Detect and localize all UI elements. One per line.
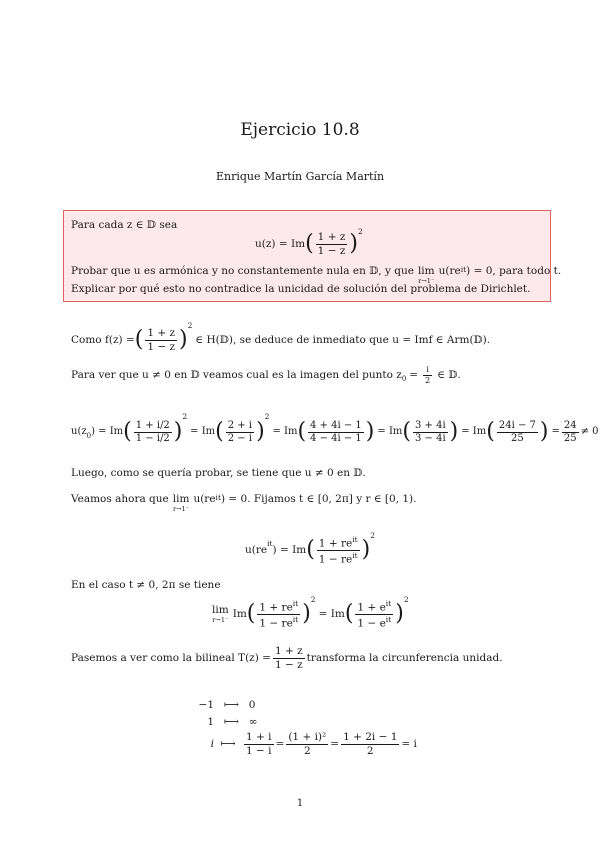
limit-subscript: r→1⁻ bbox=[418, 276, 435, 285]
map-arrow: ⟼ bbox=[220, 737, 236, 750]
map3-f1-num: 1 + i bbox=[246, 731, 272, 743]
limit-subscript: r→1⁻ bbox=[173, 504, 190, 513]
eq1-im: = Im bbox=[377, 426, 403, 437]
eq2-num-text: 1 + re bbox=[318, 537, 353, 549]
eq3-exp: 2 bbox=[403, 595, 409, 604]
eq3-f1-num-exp: it bbox=[292, 598, 299, 608]
paragraph-3: Luego, como se quería probar, se tiene que u ≠ 0 en 𝔻. bbox=[71, 467, 366, 479]
map-row-1 bbox=[196, 700, 255, 711]
document-title: Ejercicio 10.8 bbox=[240, 120, 360, 140]
eq1-lhs-sub: 0 bbox=[86, 432, 92, 440]
eq3-f1-den-exp: it bbox=[292, 614, 299, 624]
p6-fraction bbox=[273, 646, 305, 670]
map3-frac-3 bbox=[341, 732, 399, 756]
paren-right: ) bbox=[365, 419, 375, 444]
eq1-f4-num: 3 + 4i bbox=[414, 419, 446, 431]
eq1-exp: 2 bbox=[182, 412, 188, 421]
p4-func: u(re bbox=[193, 493, 216, 505]
p1-fraction bbox=[145, 328, 177, 352]
eq2-exp: 2 bbox=[370, 531, 375, 540]
p2-text-a: Para ver que u ≠ 0 en 𝔻 veamos cual es la imagen del punto z bbox=[71, 368, 402, 381]
page-number: 1 bbox=[296, 798, 304, 809]
paren-left: ( bbox=[134, 327, 144, 352]
equation-3 bbox=[212, 594, 409, 634]
eq1-f1-num: 1 + i/2 bbox=[135, 419, 170, 431]
box-equation bbox=[255, 226, 363, 262]
eq1-f5-den: 25 bbox=[510, 432, 524, 444]
map-from: −1 bbox=[198, 699, 214, 711]
map-arrow: ⟼ bbox=[223, 716, 239, 728]
paren-right: ) bbox=[361, 537, 371, 562]
eq1-frac-6 bbox=[562, 421, 579, 444]
paren-right: ) bbox=[173, 419, 183, 444]
paren-left: ( bbox=[486, 419, 495, 444]
p6-text-b: transforma la circunferencia unidad. bbox=[306, 651, 503, 664]
limit-label: lim bbox=[172, 493, 190, 505]
eq1-f6-num: 24 bbox=[563, 419, 577, 431]
paren-right: ) bbox=[539, 419, 549, 444]
eq1-lhs: u(z bbox=[71, 426, 87, 437]
eq3-im: Im bbox=[232, 607, 247, 620]
paren-right: ) bbox=[256, 419, 265, 444]
box-line2-end: ) = 0, para todo t. bbox=[466, 265, 562, 277]
p4-text-a: Veamos ahora que bbox=[71, 493, 169, 505]
eq3-f2-num bbox=[355, 600, 393, 615]
map-from: 1 bbox=[207, 716, 214, 728]
eq3-f2-den-text: 1 − e bbox=[357, 617, 386, 629]
paragraph-1 bbox=[71, 320, 490, 360]
p2-den: 2 bbox=[425, 375, 431, 385]
paragraph-4 bbox=[71, 494, 417, 512]
eq2-den-text: 1 − re bbox=[318, 553, 353, 565]
eq1-frac-5 bbox=[497, 421, 538, 444]
eq1-im: = Im bbox=[272, 426, 298, 437]
map3-eq: = bbox=[330, 737, 340, 750]
p1-den: 1 − z bbox=[147, 340, 175, 353]
eq3-f2-den-exp: it bbox=[385, 614, 392, 624]
paren-right: ) bbox=[302, 601, 311, 626]
eq3-mid: = Im bbox=[318, 607, 345, 620]
paren-left: ( bbox=[246, 601, 256, 626]
limit-label: lim bbox=[417, 265, 435, 277]
paren-left: ( bbox=[306, 537, 315, 562]
paragraph-5: En el caso t ≠ 0, 2π se tiene bbox=[71, 579, 221, 591]
map3-f2-den: 2 bbox=[303, 744, 311, 757]
eq2-num bbox=[317, 536, 360, 551]
eq3-exp: 2 bbox=[310, 595, 316, 604]
map3-end: = i bbox=[401, 737, 417, 750]
p2-fraction bbox=[423, 366, 432, 385]
p6-den: 1 − z bbox=[274, 658, 303, 671]
equation-1 bbox=[71, 410, 599, 454]
document-author: Enrique Martín García Martín bbox=[215, 170, 385, 183]
paren-left: ( bbox=[402, 419, 411, 444]
eq1-f4-den: 3 − 4i bbox=[414, 432, 446, 444]
limit-label: lim bbox=[212, 604, 229, 616]
paren-left: ( bbox=[123, 419, 132, 444]
map-to: ∞ bbox=[248, 716, 258, 728]
eq1-end: ≠ 0 bbox=[580, 426, 599, 437]
map3-f3-den: 2 bbox=[366, 744, 374, 757]
eq2-lhs-exp: it bbox=[267, 539, 273, 548]
box-eq-lhs: u(z) = Im bbox=[255, 237, 306, 250]
eq1-frac-2 bbox=[226, 421, 254, 444]
box-eq-num: 1 + z bbox=[317, 231, 346, 243]
eq3-frac-2 bbox=[355, 600, 393, 629]
paren-right: ) bbox=[395, 601, 404, 626]
paren-right: ) bbox=[449, 419, 459, 444]
map3-frac-2 bbox=[286, 732, 328, 756]
eq1-f1-den: 1 − i/2 bbox=[135, 432, 170, 444]
map3-eq: = bbox=[275, 737, 285, 750]
equation-2 bbox=[245, 530, 375, 570]
eq2-fraction bbox=[317, 536, 360, 565]
eq3-f2-num-exp: it bbox=[385, 598, 392, 608]
eq1-f3-num: 4 + 4i − 1 bbox=[310, 419, 362, 431]
eq1-equals: = bbox=[551, 426, 560, 437]
p2-text-c: ∈ 𝔻. bbox=[437, 368, 461, 381]
eq1-f5-num: 24i − 7 bbox=[498, 419, 536, 431]
map-arrow: ⟼ bbox=[223, 699, 239, 711]
paren-left: ( bbox=[297, 419, 307, 444]
box-eq-fraction bbox=[316, 232, 348, 256]
box-line2-text: Probar que u es armónica y no constantemente nula en 𝔻, y que bbox=[71, 265, 414, 277]
eq2-den bbox=[317, 551, 360, 565]
eq1-f3-den: 4 − 4i − 1 bbox=[310, 432, 362, 444]
paren-right: ) bbox=[349, 231, 358, 256]
eq1-im: = Im bbox=[190, 426, 216, 437]
eq1-im: = Im bbox=[461, 426, 487, 437]
p2-eq: = bbox=[409, 368, 419, 381]
box-line2-func: u(re bbox=[438, 265, 461, 277]
box-line2 bbox=[71, 266, 561, 284]
p4-text-c: ) = 0. Fijamos t ∈ [0, 2π] y r ∈ [0, 1). bbox=[220, 493, 417, 505]
paren-left: ( bbox=[215, 419, 224, 444]
eq3-frac-1 bbox=[257, 600, 300, 629]
paren-right: ) bbox=[179, 327, 188, 352]
p2-sub: 0 bbox=[401, 375, 407, 383]
eq1-frac-3 bbox=[308, 421, 364, 444]
p4-limit bbox=[173, 494, 190, 512]
paren-left: ( bbox=[344, 601, 354, 626]
eq2-lhs: u(re bbox=[245, 543, 268, 556]
box-intro: Para cada z ∈ 𝔻 sea bbox=[71, 219, 178, 231]
limit-subscript: r→1⁻ bbox=[212, 615, 229, 624]
p4-exp: it bbox=[215, 493, 221, 502]
box-line2-limit bbox=[418, 266, 435, 284]
eq3-limit bbox=[212, 605, 229, 623]
eq2-num-exp: it bbox=[352, 534, 358, 544]
box-line3: Explicar por qué esto no contradice la unicidad de solución del problema de Dirichlet. bbox=[71, 283, 531, 295]
map-from: i bbox=[210, 737, 214, 750]
p1-text-a: Como f(z) = bbox=[71, 333, 135, 346]
eq1-f6-den: 25 bbox=[563, 432, 577, 444]
eq1-f2-den: 2 − i bbox=[227, 432, 253, 444]
eq3-f2-num-text: 1 + e bbox=[357, 601, 386, 613]
box-line2-exp: it bbox=[460, 265, 467, 274]
paragraph-6 bbox=[71, 642, 503, 674]
eq1-exp: 2 bbox=[264, 412, 270, 421]
p1-num: 1 + z bbox=[147, 327, 175, 339]
box-eq-exponent: 2 bbox=[357, 227, 363, 236]
p6-num: 1 + z bbox=[274, 645, 303, 657]
p1-exp: 2 bbox=[187, 321, 193, 330]
box-eq-den: 1 − z bbox=[317, 244, 346, 257]
eq3-f1-num-text: 1 + re bbox=[259, 601, 293, 613]
eq1-f2-num: 2 + i bbox=[227, 419, 253, 431]
p2-num: i bbox=[423, 366, 432, 376]
map3-f3-num: 1 + 2i − 1 bbox=[343, 731, 398, 743]
eq3-f1-den bbox=[257, 615, 300, 629]
paren-left: ( bbox=[305, 231, 314, 256]
map-row-3 bbox=[196, 728, 417, 760]
eq1-frac-1 bbox=[134, 421, 172, 444]
map3-f1-den: 1 − i bbox=[246, 744, 272, 757]
eq3-f1-den-text: 1 − re bbox=[259, 617, 293, 629]
p6-text-a: Pasemos a ver como la bilineal T(z) = bbox=[71, 651, 271, 664]
map3-frac-1 bbox=[244, 732, 274, 756]
map-row-2 bbox=[196, 717, 257, 728]
eq3-f2-den bbox=[355, 615, 393, 629]
p1-text-b: ∈ H(𝔻), se deduce de inmediato que u = Imf ∈ Arm(𝔻). bbox=[195, 333, 491, 346]
eq2-den-exp: it bbox=[352, 550, 358, 560]
eq3-f1-num bbox=[257, 600, 300, 615]
eq1-frac-4 bbox=[413, 421, 448, 444]
eq2-lhs-end: ) = Im bbox=[272, 543, 307, 556]
paragraph-2 bbox=[71, 364, 461, 386]
map-to: 0 bbox=[248, 699, 256, 711]
eq1-lhs-end: ) = Im bbox=[91, 426, 124, 437]
map3-f2-num: (1 + i)² bbox=[288, 731, 327, 743]
